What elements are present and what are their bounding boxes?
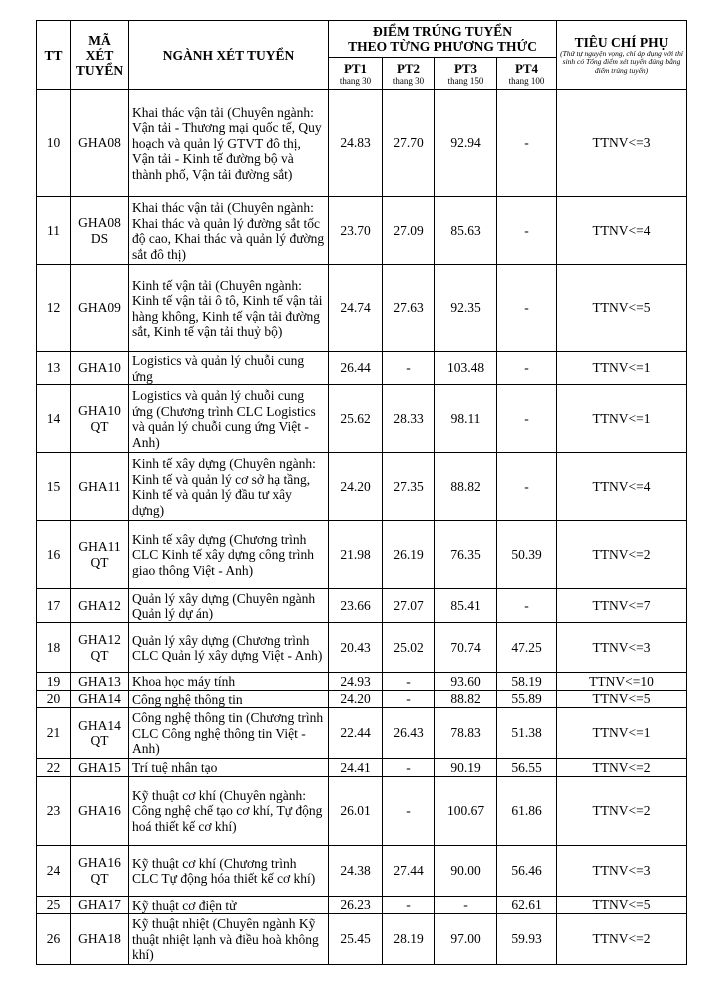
row-code-line: GHA18 [78,931,121,947]
row-pt3-score: 98.11 [435,385,497,453]
table-body [37,90,687,965]
row-pt1-score: 24.93 [329,673,383,691]
table-row [37,759,687,777]
row-major-name: Kỹ thuật nhiệt (Chuyên ngành Kỹ thuật nhiệt lạnh và điều hoà không khí) [129,914,329,965]
row-tt: 21 [37,708,71,759]
row-code-line: GHA13 [78,673,121,689]
row-pt1-score: 26.44 [329,352,383,385]
row-code-line: GHA08 [78,135,121,151]
admission-scores-table [36,20,687,965]
row-pt4-score: - [497,352,557,385]
header-ma-line-2: XÉT [85,47,114,63]
row-pt4-score: - [497,90,557,197]
table-row [37,776,687,845]
row-code [71,352,129,385]
row-tieu-chi: TTNV<=1 [557,352,687,385]
row-pt4-score: 56.46 [497,845,557,896]
row-code [71,623,129,673]
header-diem-line-2: THEO TỪNG PHƯƠNG THỨC [348,39,537,54]
row-tieu-chi: TTNV<=3 [557,90,687,197]
row-pt1-score: 26.23 [329,896,383,914]
header-tieu-chi-phu [557,21,687,90]
row-pt2-score: - [383,673,435,691]
row-major-name: Công nghệ thông tin (Chương trình CLC Công nghệ thông tin Việt - Anh) [129,708,329,759]
row-pt4-score: - [497,265,557,352]
row-pt4-score: 50.39 [497,521,557,589]
row-major-name: Kinh tế vận tải (Chuyên ngành: Kinh tế vận tải ô tô, Kinh tế vận tải hàng không, Kinh tế vận tải đường sắt, Kinh tế vận tải thuỷ bộ) [129,265,329,352]
row-tieu-chi: TTNV<=4 [557,197,687,265]
row-pt4-score: - [497,197,557,265]
row-pt1-score: 23.70 [329,197,383,265]
pt4-name: PT4 [514,60,539,76]
row-pt4-score: 55.89 [497,690,557,708]
row-pt3-score: 76.35 [435,521,497,589]
row-code [71,708,129,759]
pt2-scale: thang 30 [392,75,425,86]
header-ma-line-1: MÃ [88,32,111,48]
row-code [71,914,129,965]
row-pt3-score: 92.35 [435,265,497,352]
row-code [71,690,129,708]
row-major-name: Kinh tế xây dựng (Chương trình CLC Kinh tế xây dựng công trình giao thông Việt - Anh) [129,521,329,589]
row-pt1-score: 24.74 [329,265,383,352]
row-tieu-chi: TTNV<=2 [557,914,687,965]
row-pt2-score: 27.35 [383,453,435,521]
row-code [71,896,129,914]
row-pt4-score: 51.38 [497,708,557,759]
row-pt4-score: 47.25 [497,623,557,673]
header-pt4 [497,58,557,90]
row-code [71,453,129,521]
table-row [37,896,687,914]
row-pt3-score: 85.41 [435,589,497,623]
row-tt: 24 [37,845,71,896]
row-tieu-chi: TTNV<=2 [557,759,687,777]
table-row [37,265,687,352]
row-tt: 26 [37,914,71,965]
row-tieu-chi: TTNV<=10 [557,673,687,691]
row-code-line: GHA12 [78,632,121,647]
row-code-line: GHA16 [78,855,121,870]
row-tieu-chi: TTNV<=1 [557,708,687,759]
row-pt3-score: 88.82 [435,453,497,521]
row-major-name: Kinh tế xây dựng (Chuyên ngành: Kinh tế và quản lý cơ sở hạ tầng, Kinh tế và quản lý đầu tư xây dựng) [129,453,329,521]
header-ma-line-3: TUYỂN [75,62,124,78]
row-code-line: GHA16 [78,802,121,818]
table-row [37,352,687,385]
row-pt2-score: - [383,776,435,845]
row-pt3-score: 90.19 [435,759,497,777]
row-pt2-score: 26.19 [383,521,435,589]
row-pt3-score: 70.74 [435,623,497,673]
row-pt2-score: 28.19 [383,914,435,965]
row-tieu-chi: TTNV<=2 [557,521,687,589]
row-major-name: Khai thác vận tải (Chuyên ngành: Vận tải - Thương mại quốc tế, Quy hoạch và quản lý GTVT đô thị, Vận tải - Kinh tế đường bộ và thành phố, Vận tải đường sắt) [129,90,329,197]
row-pt4-score: 56.55 [497,759,557,777]
row-code-line: GHA12 [78,597,121,613]
row-tt: 12 [37,265,71,352]
row-tieu-chi: TTNV<=2 [557,776,687,845]
row-pt3-score: 97.00 [435,914,497,965]
row-code-line: GHA11 [78,539,121,554]
header-pt2 [383,58,435,90]
row-pt4-score: - [497,589,557,623]
row-pt1-score: 23.66 [329,589,383,623]
row-pt3-score: 92.94 [435,90,497,197]
row-major-name: Quản lý xây dựng (Chương trình CLC Quản lý xây dựng Việt - Anh) [129,623,329,673]
table-row [37,673,687,691]
row-tt: 17 [37,589,71,623]
row-tieu-chi: TTNV<=5 [557,896,687,914]
table-row [37,623,687,673]
header-diem-line-1: ĐIỂM TRÚNG TUYỂN [372,24,513,39]
row-tieu-chi: TTNV<=3 [557,623,687,673]
row-tt: 19 [37,673,71,691]
table-row [37,845,687,896]
table-row [37,914,687,965]
row-pt2-score: - [383,352,435,385]
row-code-line: GHA14 [78,691,121,706]
pt2-name: PT2 [396,60,421,76]
row-pt3-score: 103.48 [435,352,497,385]
table-row [37,385,687,453]
row-code [71,759,129,777]
row-pt2-score: - [383,690,435,708]
row-pt1-score: 20.43 [329,623,383,673]
row-major-name: Kỹ thuật cơ điện tử [129,896,329,914]
table-row [37,453,687,521]
row-tt: 13 [37,352,71,385]
row-pt1-score: 25.62 [329,385,383,453]
row-pt2-score: 27.70 [383,90,435,197]
header-ma-xet-tuyen [71,21,129,90]
row-pt4-score: 58.19 [497,673,557,691]
header-tieu-chi-title: TIÊU CHÍ PHỤ [574,34,669,50]
row-major-name: Kỹ thuật cơ khí (Chương trình CLC Tự động hóa thiết kế cơ khí) [129,845,329,896]
row-tt: 14 [37,385,71,453]
row-major-name: Kỹ thuật cơ khí (Chuyên ngành: Công nghệ chế tạo cơ khí, Tự động hoá thiết kế cơ khí) [129,776,329,845]
row-code-line: GHA14 [78,717,121,733]
row-pt2-score: - [383,759,435,777]
header-tt: TT [37,21,71,90]
row-tt: 11 [37,197,71,265]
pt1-name: PT1 [343,60,368,76]
row-pt4-score: 59.93 [497,914,557,965]
row-pt1-score: 25.45 [329,914,383,965]
row-major-name: Khoa học máy tính [129,673,329,691]
pt3-scale: thang 150 [447,75,484,86]
row-code-line: QT [90,870,109,886]
row-major-name: Quản lý xây dựng (Chuyên ngành Quản lý dự án) [129,589,329,623]
row-code-line: GHA10 [78,360,121,376]
row-major-name: Công nghệ thông tin [129,690,329,708]
row-code [71,776,129,845]
row-code-line: GHA11 [78,478,121,494]
row-code [71,521,129,589]
row-pt2-score: 27.07 [383,589,435,623]
row-pt3-score: - [435,896,497,914]
row-code-line: QT [90,733,109,748]
table-row [37,690,687,708]
row-tt: 16 [37,521,71,589]
row-pt4-score: - [497,385,557,453]
row-code-line: GHA09 [78,300,121,316]
row-code [71,845,129,896]
row-code [71,90,129,197]
row-pt2-score: 27.09 [383,197,435,265]
row-code-line: QT [90,418,109,434]
row-pt3-score: 78.83 [435,708,497,759]
row-tieu-chi: TTNV<=4 [557,453,687,521]
row-pt1-score: 24.83 [329,90,383,197]
row-code-line: QT [90,554,109,570]
row-pt2-score: 25.02 [383,623,435,673]
row-pt3-score: 88.82 [435,690,497,708]
row-code [71,197,129,265]
row-code-line: GHA17 [78,897,121,912]
row-code [71,673,129,691]
row-code [71,265,129,352]
header-tieu-chi-note: (Thứ tự nguyện vọng, chỉ áp dụng với thí sinh có Tổng điểm xét tuyển đúng bằng điểm trúng tuyển) [560,48,683,75]
row-pt4-score: 61.86 [497,776,557,845]
row-pt3-score: 85.63 [435,197,497,265]
row-pt3-score: 100.67 [435,776,497,845]
row-pt3-score: 93.60 [435,673,497,691]
row-tieu-chi: TTNV<=3 [557,845,687,896]
row-code [71,385,129,453]
row-pt1-score: 21.98 [329,521,383,589]
row-tt: 23 [37,776,71,845]
row-pt1-score: 24.38 [329,845,383,896]
table-header [37,21,687,90]
row-tt: 22 [37,759,71,777]
row-tieu-chi: TTNV<=1 [557,385,687,453]
header-nganh: NGÀNH XÉT TUYỂN [129,21,329,90]
row-pt1-score: 22.44 [329,708,383,759]
row-pt2-score: 26.43 [383,708,435,759]
row-code-line: GHA10 [78,403,121,418]
row-major-name: Logistics và quản lý chuỗi cung ứng (Chương trình CLC Logistics và quản lý chuỗi cung ứng Việt - Anh) [129,385,329,453]
row-pt2-score: 28.33 [383,385,435,453]
pt1-scale: thang 30 [339,75,372,86]
table-row [37,521,687,589]
row-tt: 15 [37,453,71,521]
table-row [37,90,687,197]
row-major-name: Trí tuệ nhân tạo [129,759,329,777]
pt3-name: PT3 [453,60,478,76]
row-tt: 20 [37,690,71,708]
row-pt3-score: 90.00 [435,845,497,896]
table-row [37,197,687,265]
row-tieu-chi: TTNV<=7 [557,589,687,623]
header-pt3 [435,58,497,90]
row-pt1-score: 24.41 [329,759,383,777]
row-pt4-score: 62.61 [497,896,557,914]
row-pt2-score: 27.63 [383,265,435,352]
pt4-scale: thang 100 [508,75,545,86]
row-pt2-score: - [383,896,435,914]
admission-table-container [36,20,686,965]
row-tt: 18 [37,623,71,673]
header-pt1 [329,58,383,90]
row-code-line: DS [90,230,109,246]
row-tieu-chi: TTNV<=5 [557,265,687,352]
row-code [71,589,129,623]
row-pt1-score: 24.20 [329,690,383,708]
row-code-line: GHA15 [78,759,121,775]
row-pt1-score: 26.01 [329,776,383,845]
row-tieu-chi: TTNV<=5 [557,690,687,708]
row-pt2-score: 27.44 [383,845,435,896]
row-pt1-score: 24.20 [329,453,383,521]
row-code-line: QT [90,647,109,663]
row-major-name: Khai thác vận tải (Chuyên ngành: Khai thác và quản lý đường sắt tốc độ cao, Khai thác và quản lý đường sắt đô thị) [129,197,329,265]
row-code-line: GHA08 [78,215,121,230]
table-row [37,708,687,759]
row-tt: 10 [37,90,71,197]
row-tt: 25 [37,896,71,914]
row-major-name: Logistics và quản lý chuỗi cung ứng [129,352,329,385]
table-row [37,589,687,623]
header-diem-trung-tuyen [329,21,557,58]
row-pt4-score: - [497,453,557,521]
